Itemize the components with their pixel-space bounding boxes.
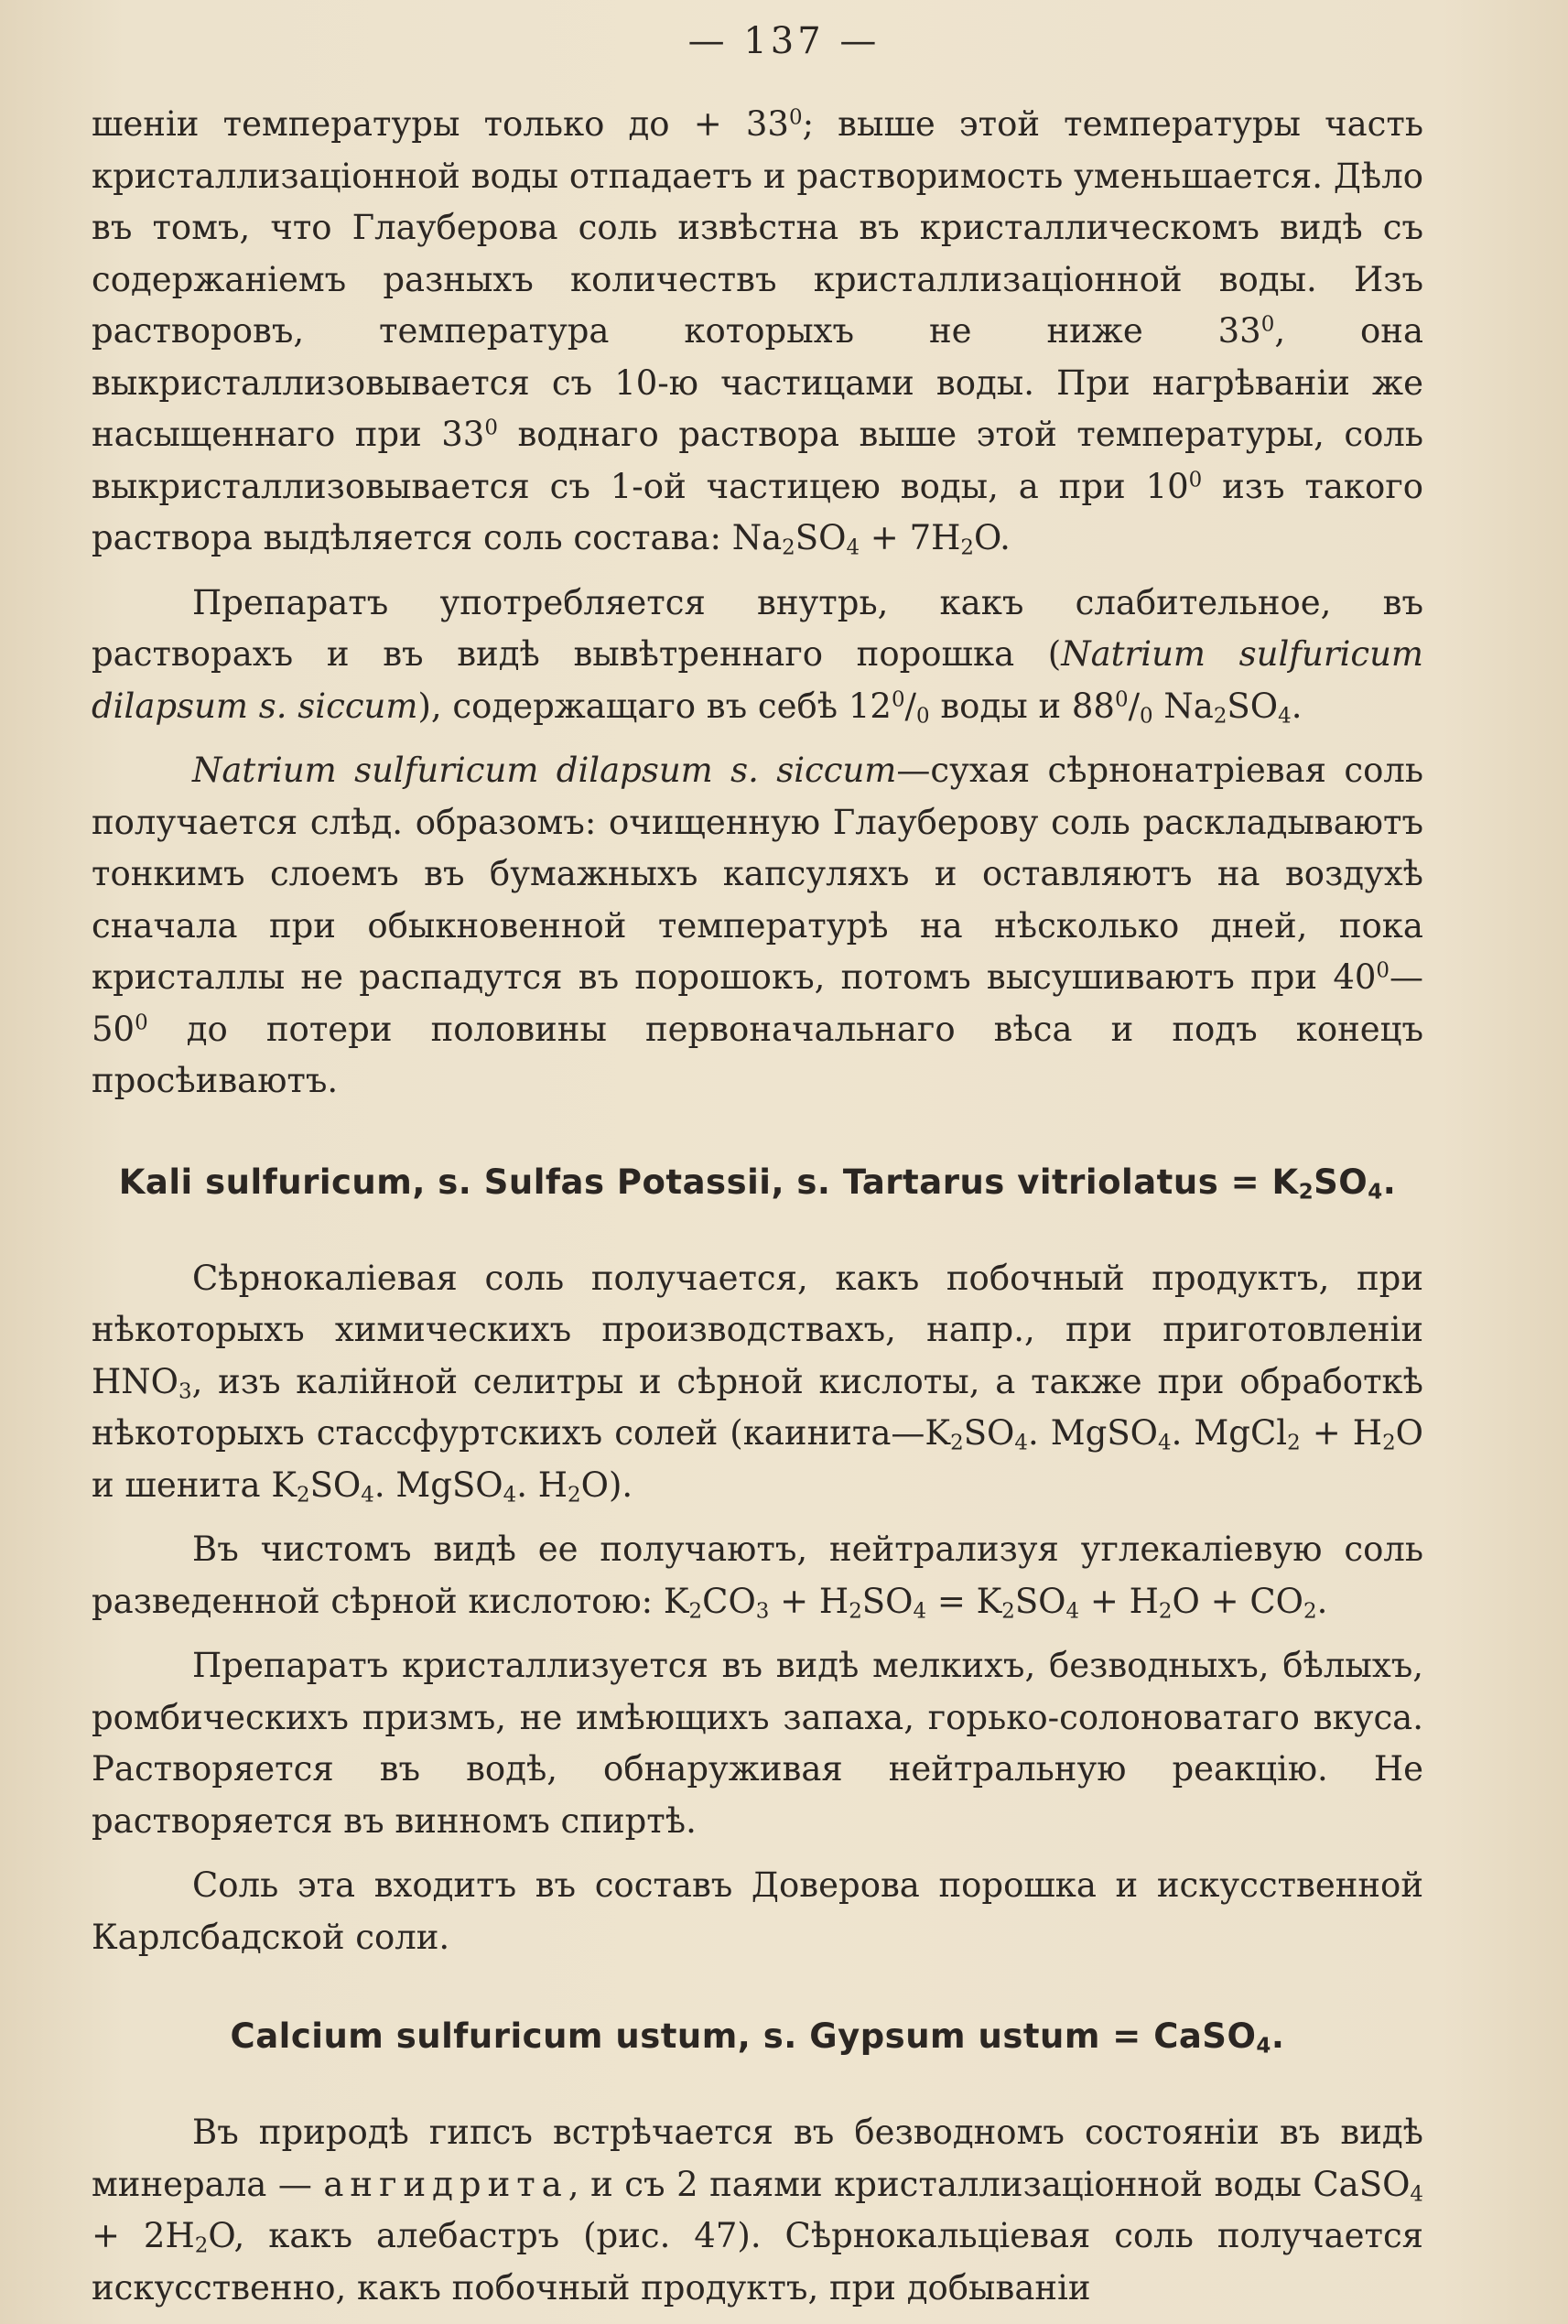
- paragraph-potassium-sulfate-origin: Сѣрнокалiевая соль получается, какъ побочный продуктъ, при нѣкоторыхъ химическихъ производствахъ, напр., при приготовленiи $HNO_3$, изъ калiйной селитры и сѣрной кислоты, а также при обработкѣ нѣкоторыхъ стассфуртскихъ солей ($каинита—K_2SO_4$. MgSO$_4$. MgCl$_2$ + $H_2O$ и шенита $K_2SO_4$. MgSO$_4$. $H_2O$).: [92, 1258, 1423, 1508]
- paragraph-potassium-sulfate-pure: Въ чистомъ видѣ ее получаютъ, нейтрализуя углекалiевую соль разведенной сѣрной кислотою: $K_2CO_3 + H_2SO_4 = K_2SO_4 + H_2O + CO_2$.: [92, 1530, 1423, 1624]
- paragraph-potassium-sulfate-usage: Соль эта входитъ въ составъ Доверова порошка и искусственной Карлсбадской соли.: [92, 1865, 1423, 1957]
- paragraph-potassium-sulfate-properties: Препаратъ кристаллизуется въ видѣ мелкихъ, безводныхъ, бѣлыхъ, ромбическихъ призмъ, не имѣющихъ запаха, горько-солоноватаго вкуса. Растворяется въ водѣ, обнаруживая нейтральную реакцiю. Не растворяется въ винномъ спиртѣ.: [92, 1646, 1423, 1841]
- paragraph-gypsum-nature: Въ природѣ гипсъ встрѣчается въ безводномъ состоянiи въ видѣ минерала — ангидрита, и съ 2 паями кристаллизацiонной воды CaSO$_4$ + $2H_2O$, какъ алебастръ (рис. 47). Сѣрнокальцiевая соль получается искусственно, какъ побочный продуктъ, при добыванiи: [92, 2113, 1424, 2308]
- heading-kali-sulfuricum: Kali sulfuricum, s. Sulfas Potassii, s. Tartarus vitriolatus = $K_2SO_4$.: [118, 1162, 1397, 1205]
- page-content: [92, 99, 1423, 2314]
- page-number: — 137 —: [687, 20, 881, 62]
- paragraph-glauber-salt-crystallization: шенiи температуры только до + $33^0$; выше этой температуры часть кристаллизацiонной воды отпадаетъ и растворимость уменьшается. Дѣло въ томъ, что Глауберова соль извѣстна въ кристаллическомъ видѣ съ содержанiемъ разныхъ количествъ кристаллизацiонной воды. Изъ растворовъ, температура которыхъ не ниже $33^0$, она выкристаллизовывается съ 10-ю частицами воды. При нагрѣванiи же насыщеннаго при $33^0$ воднаго раствора выше этой температуры, соль выкристаллизовывается съ 1-ой частицею воды, а при $10^0$ изъ такого раствора выдѣляется соль состава: $Na_2SO_4 + 7H_2O$.: [92, 104, 1424, 560]
- paragraph-preparation-usage: Препаратъ употребляется внутрь, какъ слабительное, въ растворахъ и въ видѣ вывѣтреннаго порошка (Natrium sulfuricum dilapsum s. siccum), содержащаго въ себѣ $12^0/_0$ воды и $88^0/_0$ $Na_2SO_4$.: [92, 582, 1423, 729]
- paragraph-dry-salt-preparation: Natrium sulfuricum dilapsum s. siccum—сухая сѣрнонатрiевая соль получается слѣд. образомъ: очищенную Глауберову соль раскладываютъ тонкимъ слоемъ въ бумажныхъ капсуляхъ и оставляютъ на воздухѣ сначала при обыкновенной температурѣ на нѣсколько дней, пока кристаллы не распадутся въ порошокъ, потомъ высушиваютъ при $40^0—50^0$ до потери половины первоначальнаго вѣса и подъ конецъ просѣиваютъ.: [92, 751, 1424, 1100]
- heading-calcium-sulfuricum: Calcium sulfuricum ustum, s. Gypsum ustum = CaSO$_4$.: [230, 2016, 1285, 2059]
